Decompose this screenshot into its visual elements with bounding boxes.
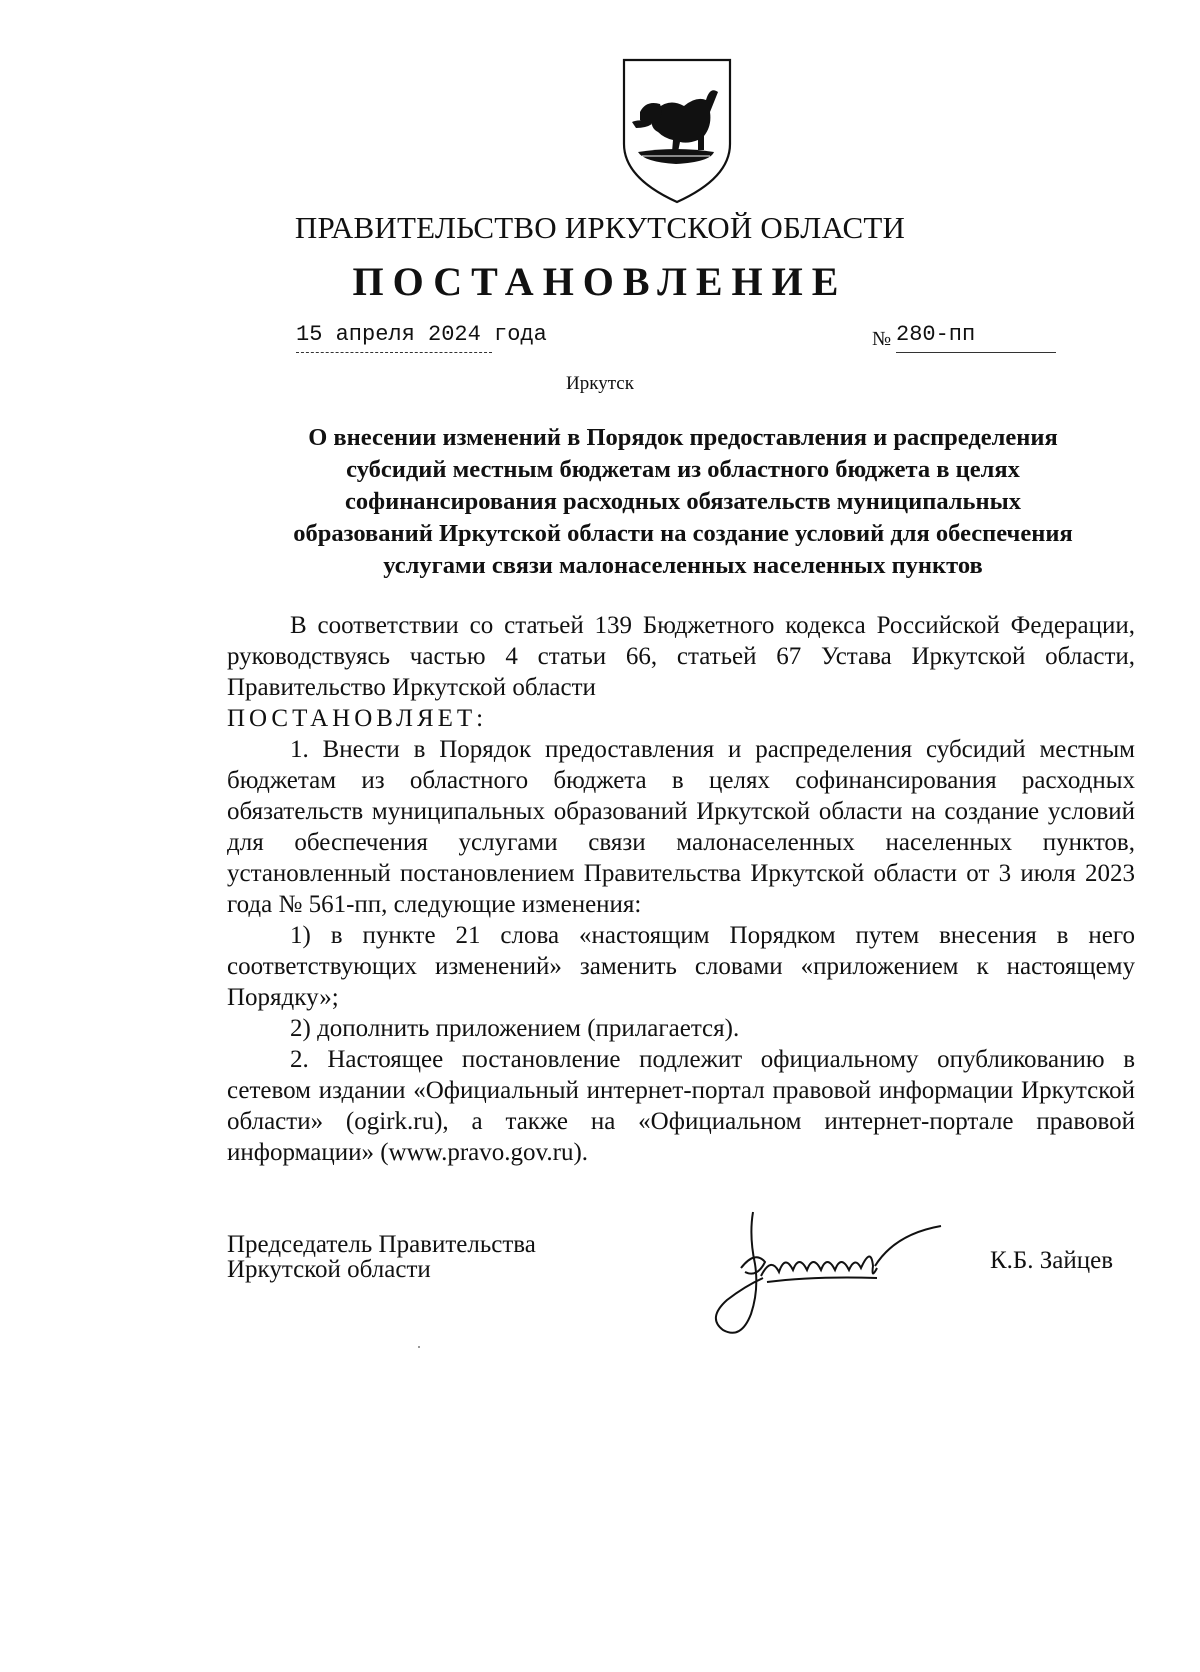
title-line: О внесении изменений в Порядок предоставления и распределения — [308, 424, 1058, 451]
position-line: Иркутской области — [227, 1256, 431, 1283]
position-line: Председатель Правительства — [227, 1231, 536, 1258]
irkutsk-coat-of-arms-icon — [618, 56, 736, 206]
signatory-position — [227, 1232, 536, 1282]
decree-word: ПОСТАНОВЛЯЕТ: — [227, 705, 488, 732]
item-1-paragraph: 1. Внести в Порядок предоставления и распределения субсидий местным бюджетам из областного бюджета в целях софинансирования расходных обязательств муниципальных образований Иркутской области на создание условий для обеспечения услугами связи малонаселенных населенных пунктов, установленный постановлением Правительства Иркутской области от 3 июля 2023 года № 561-пп, следующие изменения: — [227, 736, 1135, 918]
handwritten-signature-icon — [705, 1206, 965, 1346]
title-line: образований Иркутской области на создание условий для обеспечения — [293, 520, 1073, 547]
title-line: услугами связи малонаселенных населенных пунктов — [383, 552, 983, 579]
document-date: 15 апреля 2024 года — [296, 322, 547, 347]
signer-name: К.Б. Зайцев — [990, 1247, 1114, 1274]
government-name: ПРАВИТЕЛЬСТВО ИРКУТСКОЙ ОБЛАСТИ — [294, 210, 906, 245]
item-1-1-paragraph: 1) в пункте 21 слова «настоящим Порядком путем внесения в него соответствующих изменений» заменить словами «приложением к настоящему Порядку»; — [227, 922, 1135, 1011]
document-body — [227, 610, 1135, 1168]
number-sign: № — [872, 328, 892, 350]
title-line: софинансирования расходных обязательств муниципальных — [345, 488, 1021, 515]
document-type: ПОСТАНОВЛЕНИЕ — [352, 259, 848, 304]
date-underline — [296, 352, 492, 353]
number-underline — [896, 352, 1056, 353]
title-line: субсидий местным бюджетам из областного бюджета в целях — [346, 456, 1020, 483]
document-title — [238, 422, 1128, 582]
document-number: 280-пп — [896, 322, 976, 347]
city: Иркутск — [566, 373, 634, 394]
scan-speck — [418, 1346, 420, 1348]
preamble-paragraph: В соответствии со статьей 139 Бюджетного кодекса Российской Федерации, руководствуясь частью 4 статьи 66, статьей 67 Устава Иркутской области, Правительство Иркутской области — [227, 612, 1135, 701]
item-2-paragraph: 2. Настоящее постановление подлежит официальному опубликованию в сетевом издании «Официальный интернет-портал правовой информации Иркутской области» (ogirk.ru), а также на «Официальном интернет-портале правовой информации» (www.pravo.gov.ru). — [227, 1046, 1135, 1166]
item-1-2-paragraph: 2) дополнить приложением (прилагается). — [290, 1015, 740, 1042]
